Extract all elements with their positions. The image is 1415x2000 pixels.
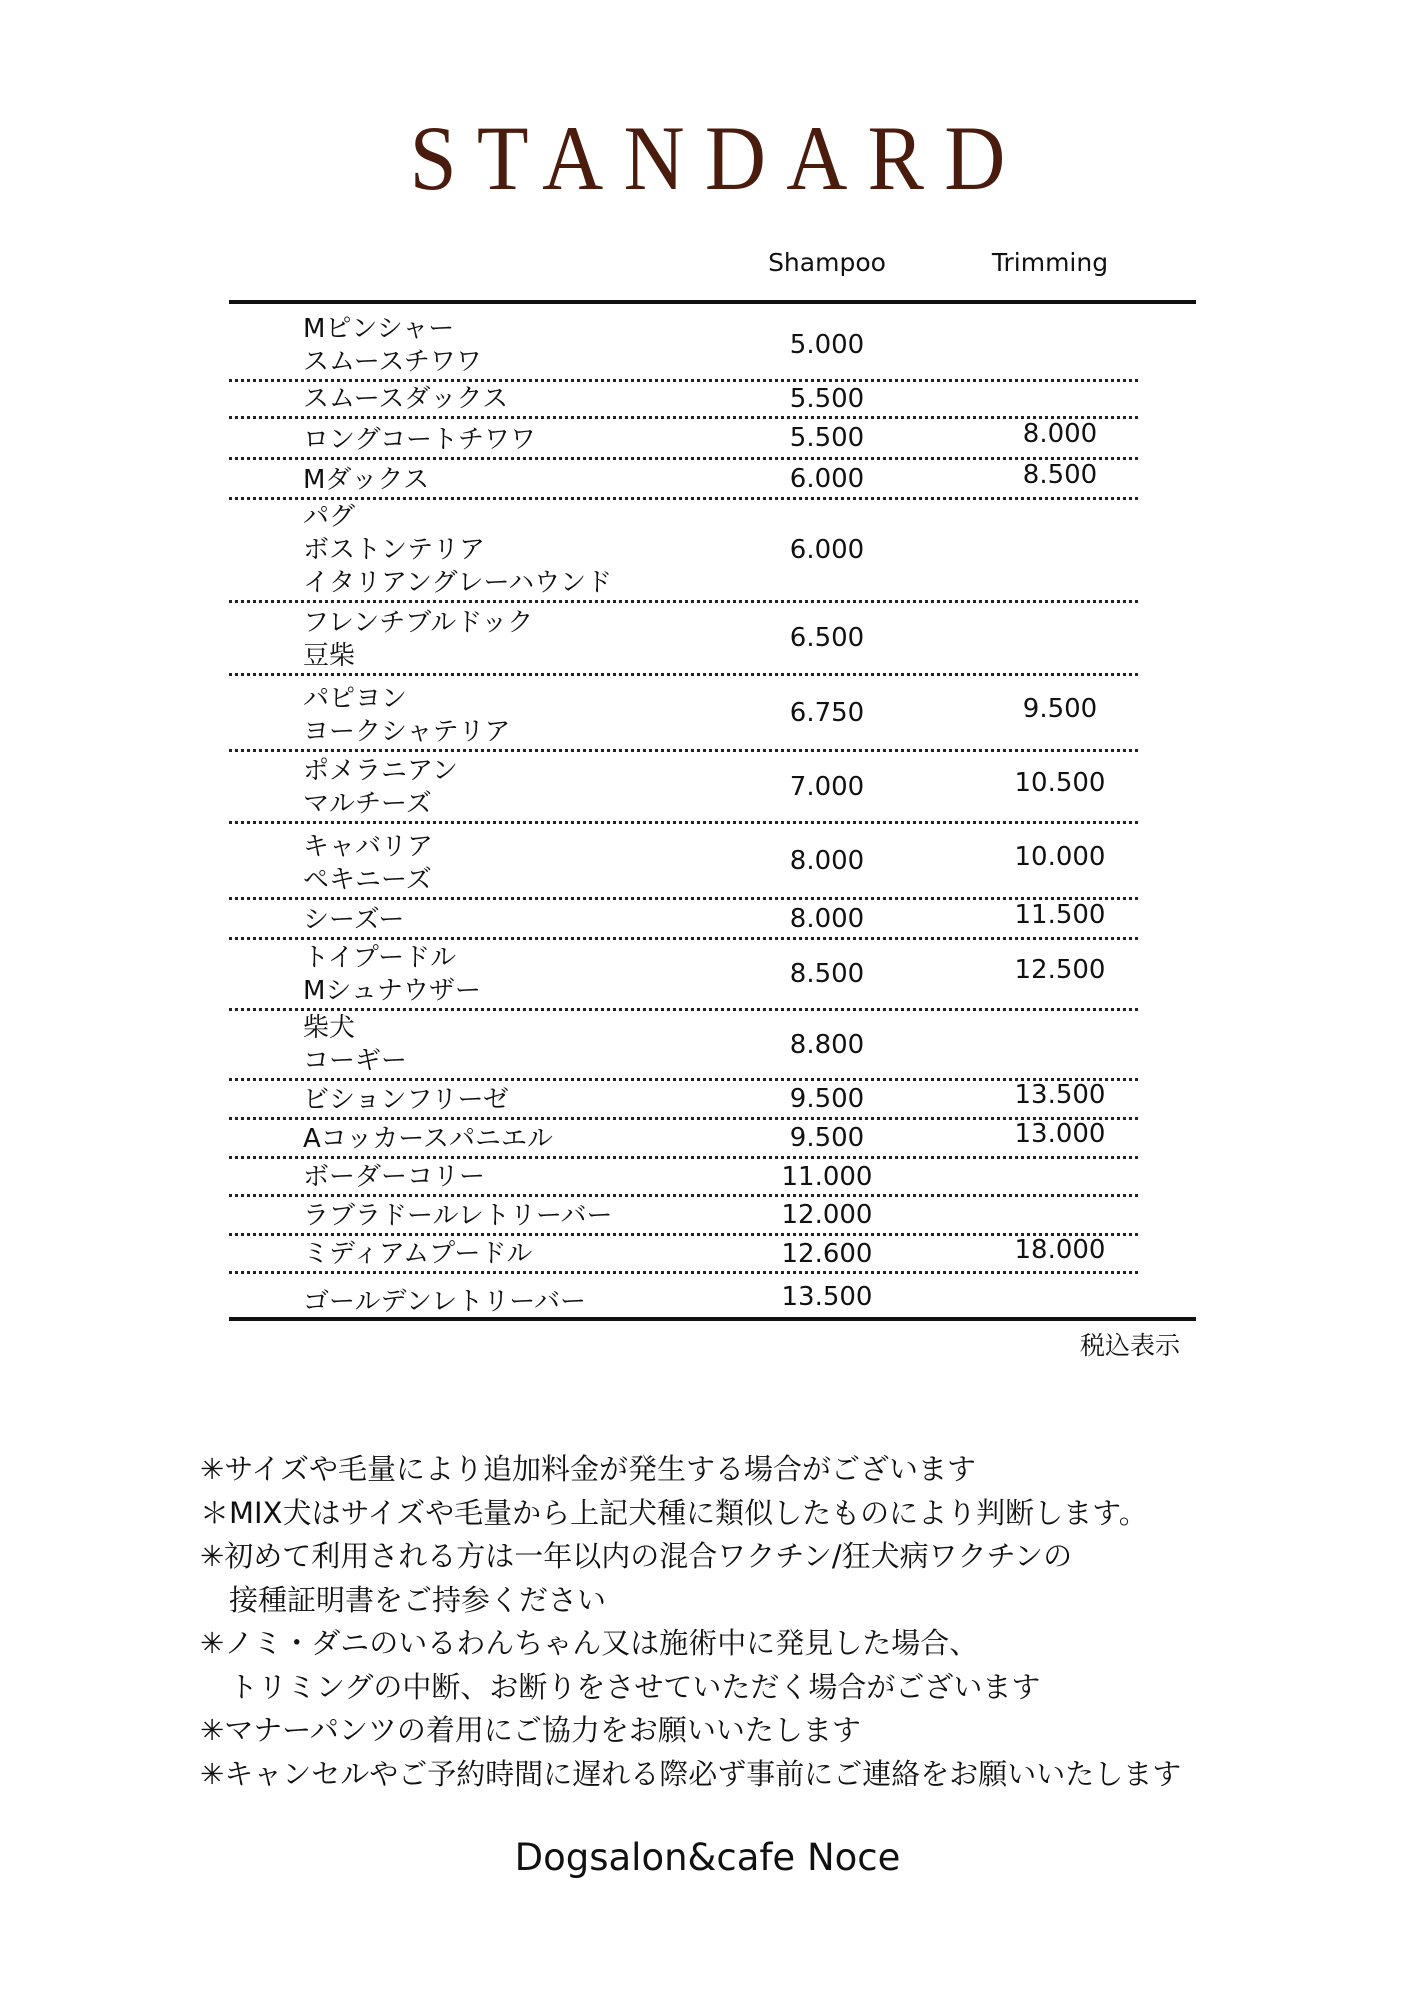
shampoo-price: 12.000 [781, 1200, 873, 1230]
trimming-price: 18.000 [1014, 1234, 1106, 1265]
breed-names [303, 942, 481, 1008]
table-bottom-rule [229, 1317, 1196, 1321]
breed-names [303, 1286, 586, 1319]
breed-names [303, 313, 482, 379]
breed-name: ビションフリーゼ [303, 1085, 509, 1115]
table-row [229, 500, 1138, 603]
breed-name: ポメラニアン [303, 756, 458, 786]
table-row [229, 824, 1138, 900]
note-line: 接種証明書をご持参ください [200, 1582, 607, 1617]
price-table [229, 310, 1138, 1319]
shampoo-price: 7.000 [789, 771, 865, 802]
shampoo-price: 6.500 [789, 623, 865, 653]
table-row [229, 460, 1138, 500]
note-line: ✳マナーパンツの着用にご協力をお願いいたします [200, 1713, 861, 1747]
breed-name: 豆柴 [303, 641, 356, 671]
breed-name: スムースチワワ [303, 347, 482, 377]
breed-name: ラブラドールレトリーバー [303, 1201, 613, 1231]
note-line: ✳ノミ・ダニのいるわんちゃん又は施術中に発見した場合、 [200, 1626, 979, 1660]
notes-list [200, 1448, 1181, 1796]
table-row [229, 310, 1138, 382]
shampoo-price: 9.500 [789, 1084, 865, 1114]
page-title: STANDARD [409, 107, 1026, 209]
table-row [229, 1120, 1138, 1159]
trimming-price: 8.500 [1022, 459, 1098, 490]
shampoo-price: 12.600 [781, 1238, 873, 1269]
trimming-price: 11.500 [1014, 899, 1106, 930]
table-row [229, 1236, 1138, 1274]
table-row [229, 752, 1138, 824]
breed-names [303, 501, 612, 600]
table-row [229, 676, 1138, 752]
shampoo-price: 6.750 [789, 697, 865, 728]
breed-name: フレンチブルドック [303, 608, 534, 638]
shop-name: Dogsalon&cafe Noce [514, 1836, 901, 1879]
breed-name: ロングコートチワワ [303, 425, 536, 455]
breed-names [303, 1161, 485, 1194]
trimming-price: 10.500 [1014, 767, 1106, 798]
breed-name: Mシュナウザー [303, 976, 481, 1006]
breed-name: トイプードル [303, 943, 457, 973]
breed-names [303, 424, 536, 457]
breed-name: コーギー [303, 1046, 408, 1076]
shampoo-price: 13.500 [781, 1281, 873, 1312]
table-top-rule [229, 300, 1196, 304]
table-row [229, 900, 1138, 940]
breed-name: マルチーズ [303, 789, 432, 819]
tax-included-note: 税込表示 [1079, 1331, 1180, 1360]
breed-names [303, 1123, 553, 1156]
shampoo-price: 6.000 [789, 463, 865, 494]
column-header-trimming: Trimming [991, 248, 1109, 277]
trimming-price: 13.500 [1014, 1080, 1106, 1110]
shampoo-price: 5.500 [789, 423, 865, 453]
table-row [229, 1274, 1138, 1319]
table-row [229, 603, 1138, 676]
trimming-price: 10.000 [1014, 841, 1106, 872]
note-line: トリミングの中断、お断りをさせていただく場合がございます [200, 1669, 1041, 1704]
shampoo-price: 9.500 [789, 1123, 865, 1153]
shampoo-price: 5.000 [789, 329, 865, 360]
table-row [229, 1011, 1138, 1081]
note-line: ✳初めて利用される方は一年以内の混合ワクチン/狂犬病ワクチンの [200, 1539, 1073, 1573]
breed-names [303, 1200, 613, 1233]
breed-name: ボストンテリア [303, 535, 486, 565]
shampoo-price: 6.000 [789, 535, 865, 565]
breed-name: キャバリア [303, 832, 434, 862]
shampoo-price: 8.000 [789, 845, 865, 876]
table-row [229, 1159, 1138, 1197]
shampoo-price: 8.800 [789, 1029, 865, 1060]
table-row [229, 419, 1138, 460]
note-line: ＊MIX犬はサイズや毛量から上記犬種に類似したものにより判断します。 [200, 1495, 1148, 1530]
breed-name: ボーダーコリー [303, 1162, 486, 1192]
breed-name: Mダックス [303, 465, 430, 495]
breed-name: ヨークシャテリア [303, 717, 511, 747]
breed-names [303, 464, 429, 497]
trimming-price: 9.500 [1022, 693, 1098, 724]
breed-names [303, 607, 533, 673]
breed-name: イタリアングレーハウンド [303, 568, 613, 598]
table-row [229, 1081, 1138, 1120]
breed-names [303, 383, 508, 416]
breed-names [303, 755, 458, 821]
trimming-price: 13.000 [1014, 1119, 1106, 1149]
column-header-shampoo: Shampoo [768, 248, 886, 277]
breed-name: Mピンシャー [303, 314, 455, 344]
breed-name: スムースダックス [303, 384, 509, 414]
trimming-price: 8.000 [1022, 419, 1098, 449]
table-row [229, 1197, 1138, 1236]
trimming-price: 12.500 [1014, 955, 1106, 985]
shampoo-price: 11.000 [781, 1161, 873, 1192]
breed-name: ミディアムプードル [303, 1239, 533, 1269]
breed-name: 柴犬 [303, 1013, 356, 1043]
breed-name: Aコッカースパニエル [303, 1124, 553, 1154]
shampoo-price: 8.000 [789, 903, 865, 934]
table-row [229, 940, 1138, 1011]
note-line: ✳キャンセルやご予約時間に遅れる際必ず事前にご連絡をお願いいたします [200, 1756, 1182, 1791]
breed-names [303, 1012, 407, 1078]
breed-names [303, 831, 433, 897]
breed-names [303, 683, 510, 749]
breed-name: シーズー [303, 905, 405, 935]
breed-name: ゴールデンレトリーバー [303, 1287, 587, 1317]
breed-name: ペキニーズ [303, 865, 432, 895]
breed-name: パピヨン [303, 684, 408, 714]
breed-names [303, 1084, 509, 1117]
breed-names [303, 1238, 532, 1271]
table-row [229, 382, 1138, 419]
note-line: ✳サイズや毛量により追加料金が発生する場合がございます [200, 1452, 976, 1486]
breed-names [303, 904, 404, 937]
shampoo-price: 8.500 [789, 959, 865, 989]
shampoo-price: 5.500 [789, 384, 865, 414]
breed-name: パグ [303, 502, 356, 532]
